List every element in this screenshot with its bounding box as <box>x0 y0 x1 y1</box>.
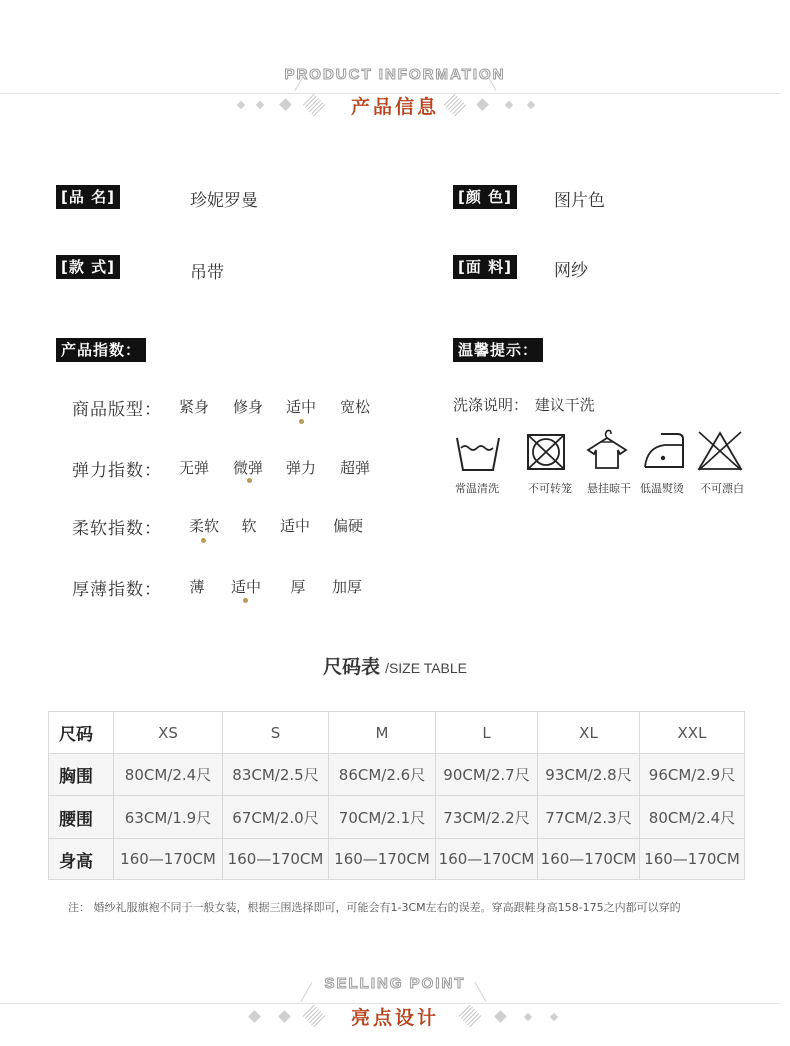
table-cell: 67CM/2.0尺 <box>223 796 329 839</box>
size-header-cell: XXL <box>640 712 745 754</box>
size-header-cell: XS <box>114 712 223 754</box>
index-option-selected: 柔软 <box>188 517 219 535</box>
index-option: 无弹 <box>178 459 209 477</box>
table-cell: 160—170CM <box>538 839 640 880</box>
size-header-cell: S <box>223 712 329 754</box>
index-label: 弹力指数： <box>72 461 162 481</box>
style-value: 吊带 <box>190 263 224 283</box>
wash-tub-icon <box>455 434 501 474</box>
row-header: 腰围 <box>49 796 114 839</box>
size-table-title <box>0 652 790 679</box>
size-table-title-en: /SIZE TABLE <box>385 660 468 676</box>
table-cell: 90CM/2.7尺 <box>436 754 538 796</box>
row-header: 身高 <box>49 839 114 880</box>
table-cell: 160—170CM <box>114 839 223 880</box>
care-label: 低温熨烫 <box>640 482 684 495</box>
selected-dot <box>243 598 248 603</box>
care-label: 悬挂晾干 <box>587 482 631 495</box>
selected-dot <box>299 419 304 424</box>
care-label: 常温清洗 <box>455 482 499 495</box>
index-option: 紧身 <box>178 398 209 416</box>
size-header-cell: M <box>329 712 436 754</box>
product-info-title-en: PRODUCT INFORMATION <box>284 66 506 83</box>
table-cell: 160—170CM <box>329 839 436 880</box>
index-label: 厚薄指数： <box>72 580 162 600</box>
index-option: 厚 <box>290 578 306 596</box>
fabric-value: 网纱 <box>554 261 588 281</box>
care-label: 不可转笼 <box>528 482 572 495</box>
selected-dot <box>247 478 252 483</box>
product-info-header <box>0 66 790 126</box>
size-header-cell: XL <box>538 712 640 754</box>
index-option: 适中 <box>279 517 310 535</box>
table-row <box>49 712 745 754</box>
index-option: 薄 <box>189 578 205 596</box>
index-option: 超弹 <box>339 459 370 477</box>
hang-dry-icon <box>584 428 630 472</box>
size-table <box>48 711 745 880</box>
size-table-title-cn: 尺码表 <box>322 656 380 678</box>
style-tag: [款 式] <box>56 255 120 279</box>
index-option-selected: 适中 <box>230 578 261 596</box>
table-cell: 63CM/1.9尺 <box>114 796 223 839</box>
wash-value: 建议干洗 <box>534 396 595 414</box>
color-tag: [颜 色] <box>453 185 517 209</box>
table-cell: 160—170CM <box>640 839 745 880</box>
selling-point-title-en: SELLING POINT <box>324 975 466 992</box>
index-option: 加厚 <box>331 578 362 596</box>
row-header: 胸围 <box>49 754 114 796</box>
table-cell: 77CM/2.3尺 <box>538 796 640 839</box>
tips-tag: 温馨提示： <box>453 338 543 362</box>
row-header: 尺码 <box>49 712 114 754</box>
selected-dot <box>201 538 206 543</box>
product-info-title-cn: 产品信息 <box>350 96 439 118</box>
no-tumble-dry-icon <box>527 434 567 472</box>
table-cell: 83CM/2.5尺 <box>223 754 329 796</box>
table-cell: 93CM/2.8尺 <box>538 754 640 796</box>
index-option: 软 <box>241 517 257 535</box>
index-label: 商品版型： <box>72 400 162 420</box>
index-option-selected: 适中 <box>285 398 316 416</box>
index-option-selected: 微弹 <box>232 459 263 477</box>
name-tag: [品 名] <box>56 185 120 209</box>
table-cell: 96CM/2.9尺 <box>640 754 745 796</box>
index-label: 柔软指数： <box>72 519 162 539</box>
table-cell: 80CM/2.4尺 <box>640 796 745 839</box>
size-note: 注： 婚纱礼服旗袍不同于一般女装，根据三围选择即可，可能会有1-3CM左右的误差。穿高跟鞋身高158-175之内都可以穿的 <box>68 901 681 914</box>
index-option: 弹力 <box>285 459 316 477</box>
color-value: 图片色 <box>554 191 605 211</box>
table-cell: 160—170CM <box>436 839 538 880</box>
care-label: 不可漂白 <box>700 482 744 495</box>
fabric-tag: [面 料] <box>453 255 517 279</box>
wash-label: 洗涤说明： <box>453 396 529 414</box>
table-cell: 86CM/2.6尺 <box>329 754 436 796</box>
low-iron-icon <box>643 431 685 471</box>
index-option: 修身 <box>232 398 263 416</box>
table-cell: 70CM/2.1尺 <box>329 796 436 839</box>
no-bleach-icon <box>697 430 743 472</box>
index-option: 宽松 <box>339 398 370 416</box>
wash-instruction <box>453 394 595 415</box>
table-row <box>49 796 745 839</box>
table-row <box>49 754 745 796</box>
name-value: 珍妮罗曼 <box>190 191 258 211</box>
table-cell: 80CM/2.4尺 <box>114 754 223 796</box>
product-index-tag: 产品指数： <box>56 338 146 362</box>
table-cell: 73CM/2.2尺 <box>436 796 538 839</box>
table-cell: 160—170CM <box>223 839 329 880</box>
selling-point-title-cn: 亮点设计 <box>350 1007 439 1029</box>
size-header-cell: L <box>436 712 538 754</box>
selling-point-header <box>0 975 790 1035</box>
table-row <box>49 839 745 880</box>
index-option: 偏硬 <box>332 517 363 535</box>
